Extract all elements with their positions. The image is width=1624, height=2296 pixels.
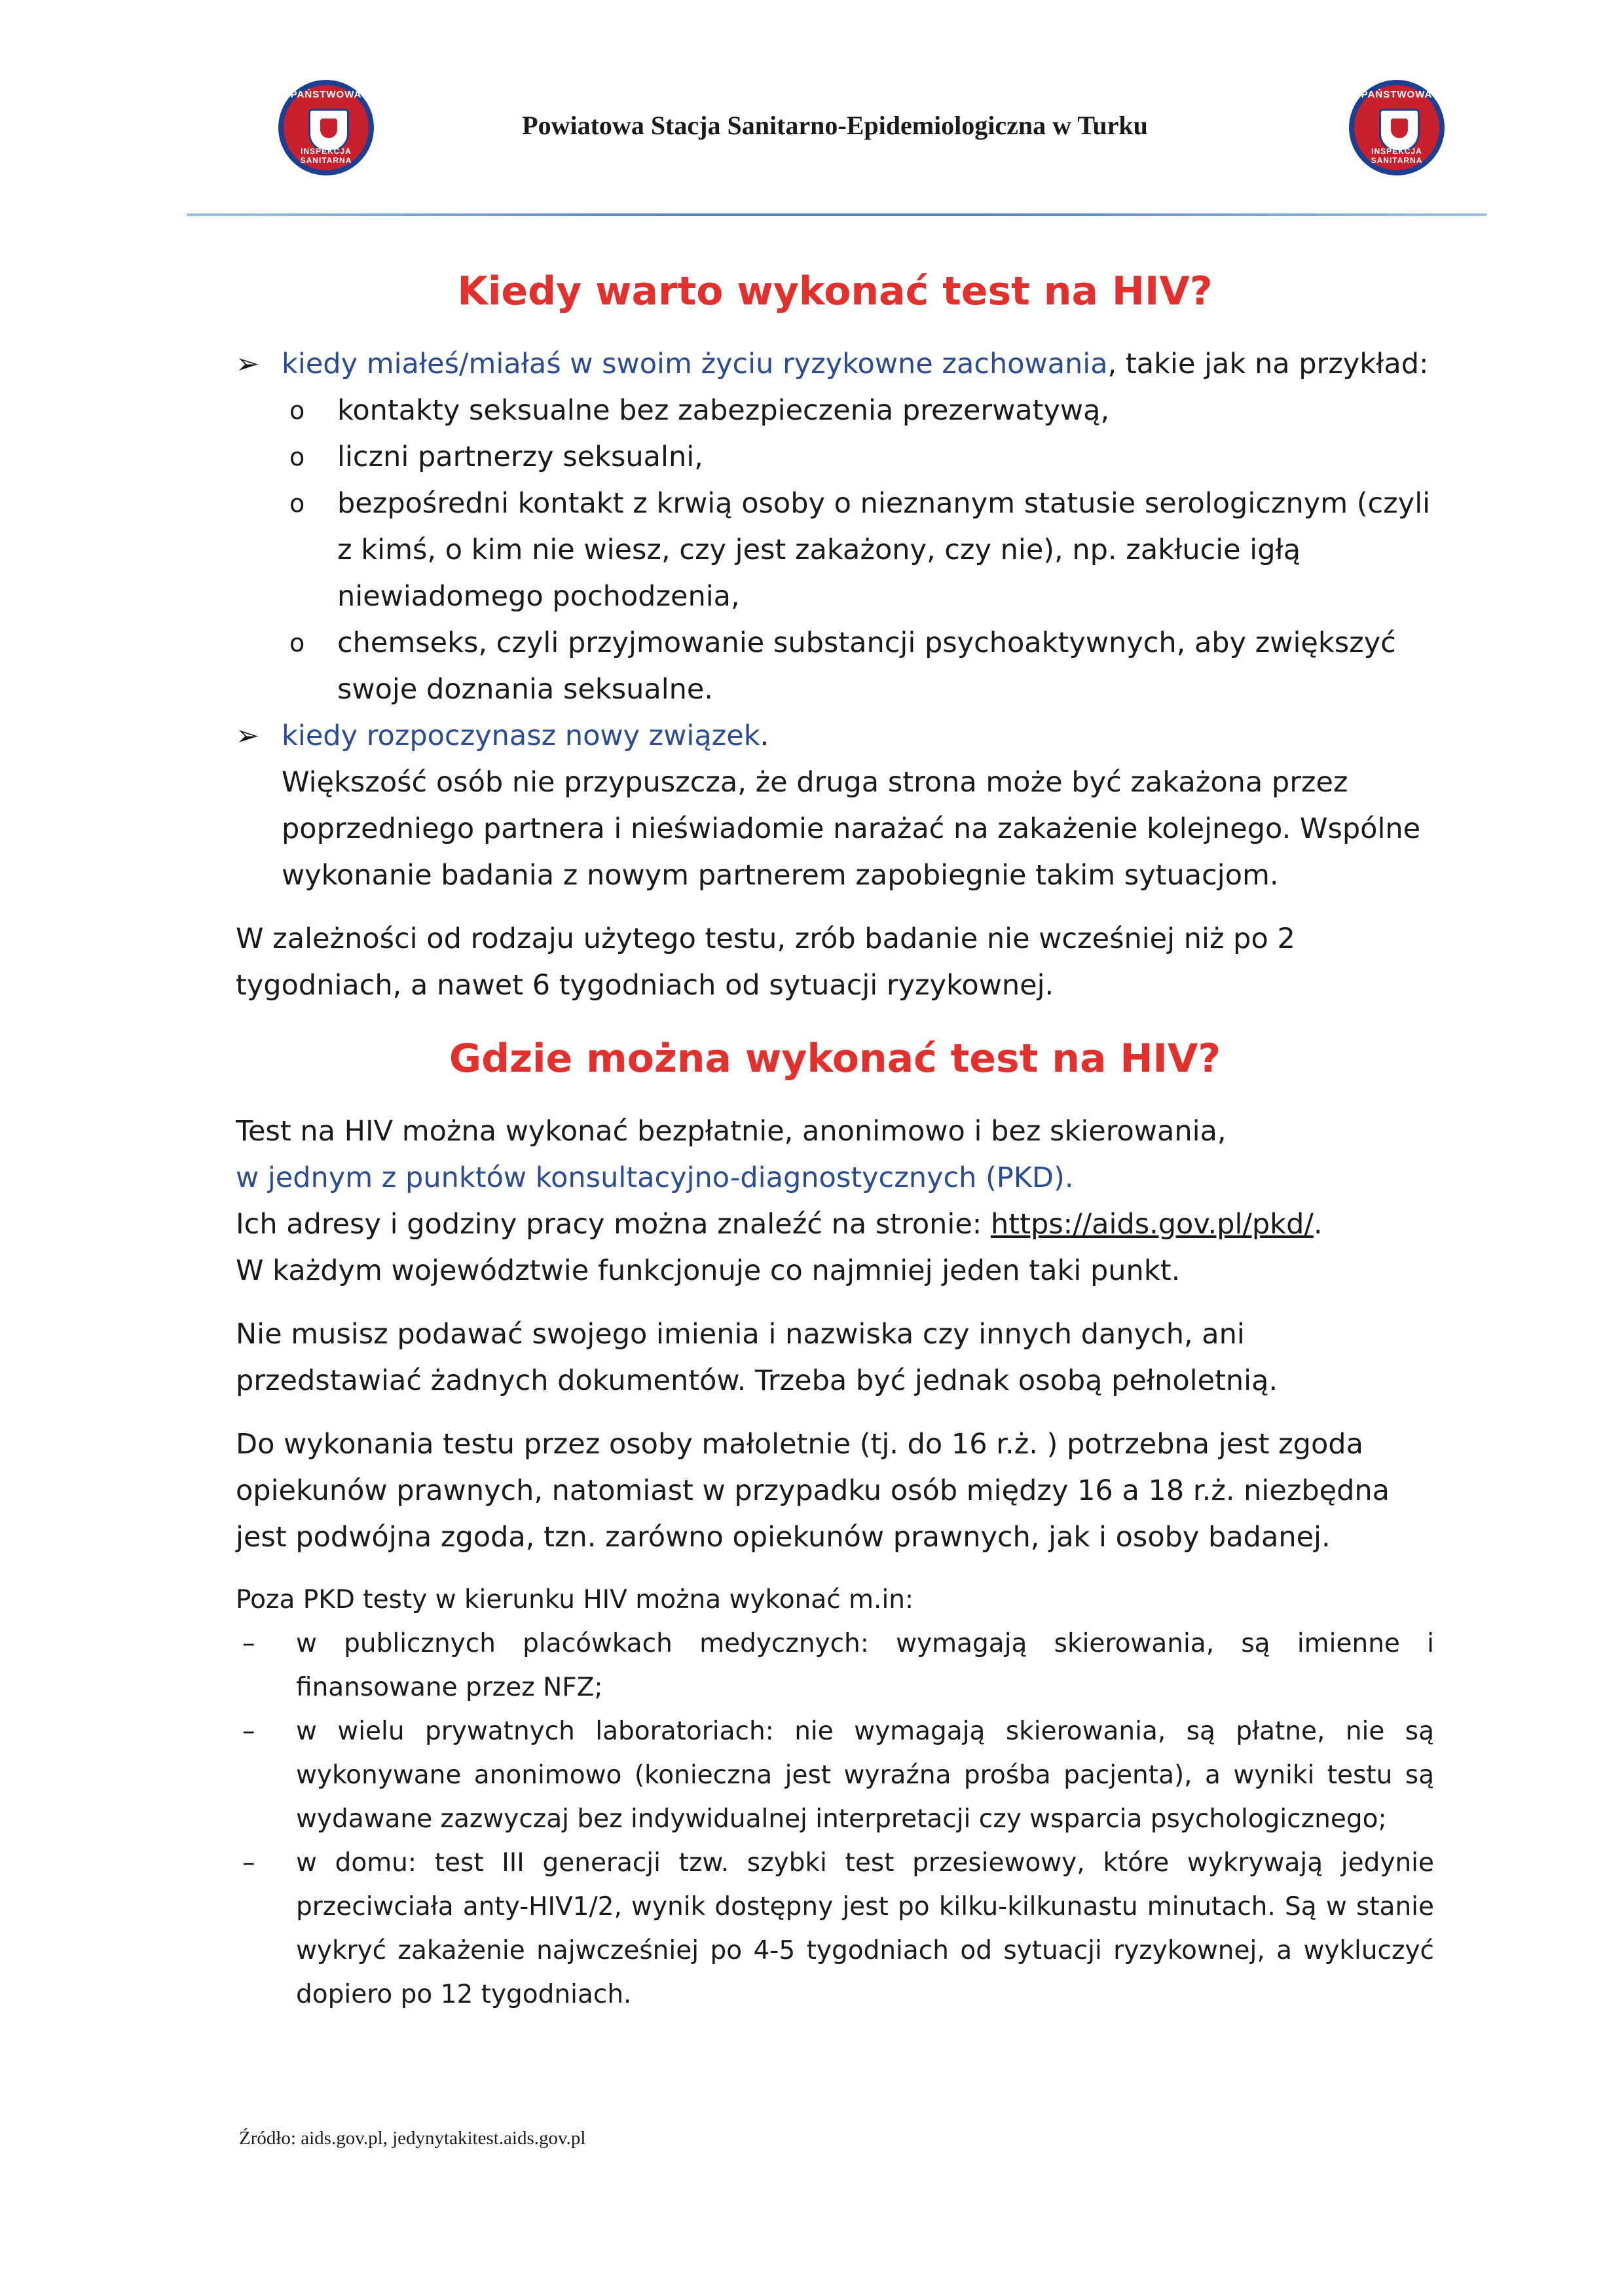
dash-bullet-icon: – (242, 1717, 255, 1746)
inspekcja-sanitarna-logo: PAŃSTWOWA INSPEKCJA SANITARNA (1349, 80, 1445, 175)
pkd-link[interactable]: https://aids.gov.pl/pkd/ (990, 1208, 1314, 1241)
circle-bullet-icon: o (289, 629, 305, 657)
section-title-where: Gdzie można wykonać test na HIV? (449, 1036, 1221, 1082)
dash-bullet-icon: – (242, 1848, 255, 1878)
circle-bullet-icon: o (289, 396, 305, 425)
bullet-accent-text: kiedy miałeś/miałaś w swoim życiu ryzykowne zachowania (282, 348, 1108, 380)
list-item: o chemseks, czyli przyjmowanie substancji psychoaktywnych, aby zwiększyć swoje doznania seksualne. (236, 620, 1434, 713)
list-item: o bezpośredni kontakt z krwią osoby o nieznanym statusie serologicznym (czyli z kimś, o kim nie wiesz, czy jest zakażony, czy nie), np. zakłucie igłą niewiadomego pochodzenia, (236, 481, 1434, 620)
source-footer: Źródło: aids.gov.pl, jedynytakitest.aids.gov.pl (239, 2128, 586, 2149)
minors-paragraph: Do wykonania testu przez osoby małoletnie (tj. do 16 r.ż. ) potrzebna jest zgoda opiekunów prawnych, natomiast w przypadku osób między 16 a 18 r.ż. niezbędna jest podwójna zgoda, tzn. zarówno opiekunów prawnych, jak i osoby badanej. (236, 1428, 1390, 1554)
anonymity-paragraph: Nie musisz podawać swojego imienia i nazwiska czy innych danych, ani przedstawiać żadnych dokumentów. Trzeba być jednak osobą pełnoletnią. (236, 1318, 1278, 1397)
timing-note: W zależności od rodzaju użytego testu, zrób badanie nie wcześniej niż po 2 tygodniach, a nawet 6 tygodniach od sytuacji ryzykownej. (236, 922, 1295, 1002)
list-item: – w wielu prywatnych laboratoriach: nie wymagają skierowania, są płatne, nie są wykonywane anonimowo (konieczna jest wyraźna prośba pacjenta), a wyniki testu są wydawane zazwyczaj bez indywidualnej interpretacji czy wsparcia psychologicznego; (236, 1709, 1434, 1841)
bullet-risky-behaviour (236, 341, 1434, 388)
list-item: – w publicznych placówkach medycznych: wymagają skierowania, są imienne i finansowane przez NFZ; (236, 1622, 1434, 1709)
risky-behaviour-list (236, 388, 1434, 713)
header-divider (187, 213, 1486, 216)
list-item: o liczni partnerzy seksualni, (236, 434, 1434, 481)
main-content (236, 259, 1434, 2016)
bullet-accent-text: kiedy rozpoczynasz nowy związek (282, 720, 760, 752)
inspekcja-sanitarna-logo: PAŃSTWOWA INSPEKCJA SANITARNA (278, 80, 374, 175)
list-item: – w domu: test III generacji tzw. szybki test przesiewowy, które wykrywają jedynie przeciwciała anty-HIV1/2, wynik dostępny jest po kilku-kilkunastu minutach. Są w stanie wykryć zakażenie najwcześniej po 4-5 tygodniach od sytuacji ryzykownej, a wykluczyć dopiero po 12 tygodniach. (236, 1841, 1434, 2016)
circle-bullet-icon: o (289, 489, 305, 518)
other-options-lead: Poza PKD testy w kierunku HIV można wykonać m.in: (236, 1585, 914, 1614)
bullet-text: Większość osób nie przypuszcza, że druga strona może być zakażona przez poprzedniego partnera i nieświadomie narażać na zakażenie kolejnego. Wspólne wykonanie badania z nowym partnerem zapobiegnie takim sytuacjom. (282, 766, 1421, 892)
pkd-paragraph: Test na HIV można wykonać bezpłatnie, anonimowo i bez skierowania, w jednym z punktów konsultacyjno-diagnostycznych (PKD). Ich adresy i godziny pracy można znaleźć na stronie: https://aids.gov.pl/pkd/. W każdym województwie funkcjonuje co najmniej jeden taki punkt. (236, 1115, 1323, 1287)
page-header (190, 72, 1480, 183)
bullet-text: , takie jak na przykład: (1107, 348, 1429, 380)
list-item: o kontakty seksualne bez zabezpieczenia prezerwatywą, (236, 388, 1434, 434)
arrow-bullet-icon: ➢ (236, 720, 260, 752)
bullet-new-relationship: ➢ kiedy rozpoczynasz nowy związek. Większość osób nie przypuszcza, że druga strona może być zakażona przez poprzedniego partnera i nieświadomie narażać na zakażenie kolejnego. Wspólne wykonanie badania z nowym partnerem zapobiegnie takim sytuacjom. (236, 713, 1434, 899)
section-title-when: Kiedy warto wykonać test na HIV? (457, 268, 1213, 314)
dash-bullet-icon: – (242, 1629, 255, 1658)
other-options (236, 1578, 1434, 2016)
eagle-crest-icon (1379, 109, 1420, 152)
circle-bullet-icon: o (289, 443, 305, 471)
arrow-bullet-icon: ➢ (236, 348, 260, 380)
header-title: Powiatowa Stacja Sanitarno-Epidemiologiczna w Turku (522, 111, 1148, 140)
